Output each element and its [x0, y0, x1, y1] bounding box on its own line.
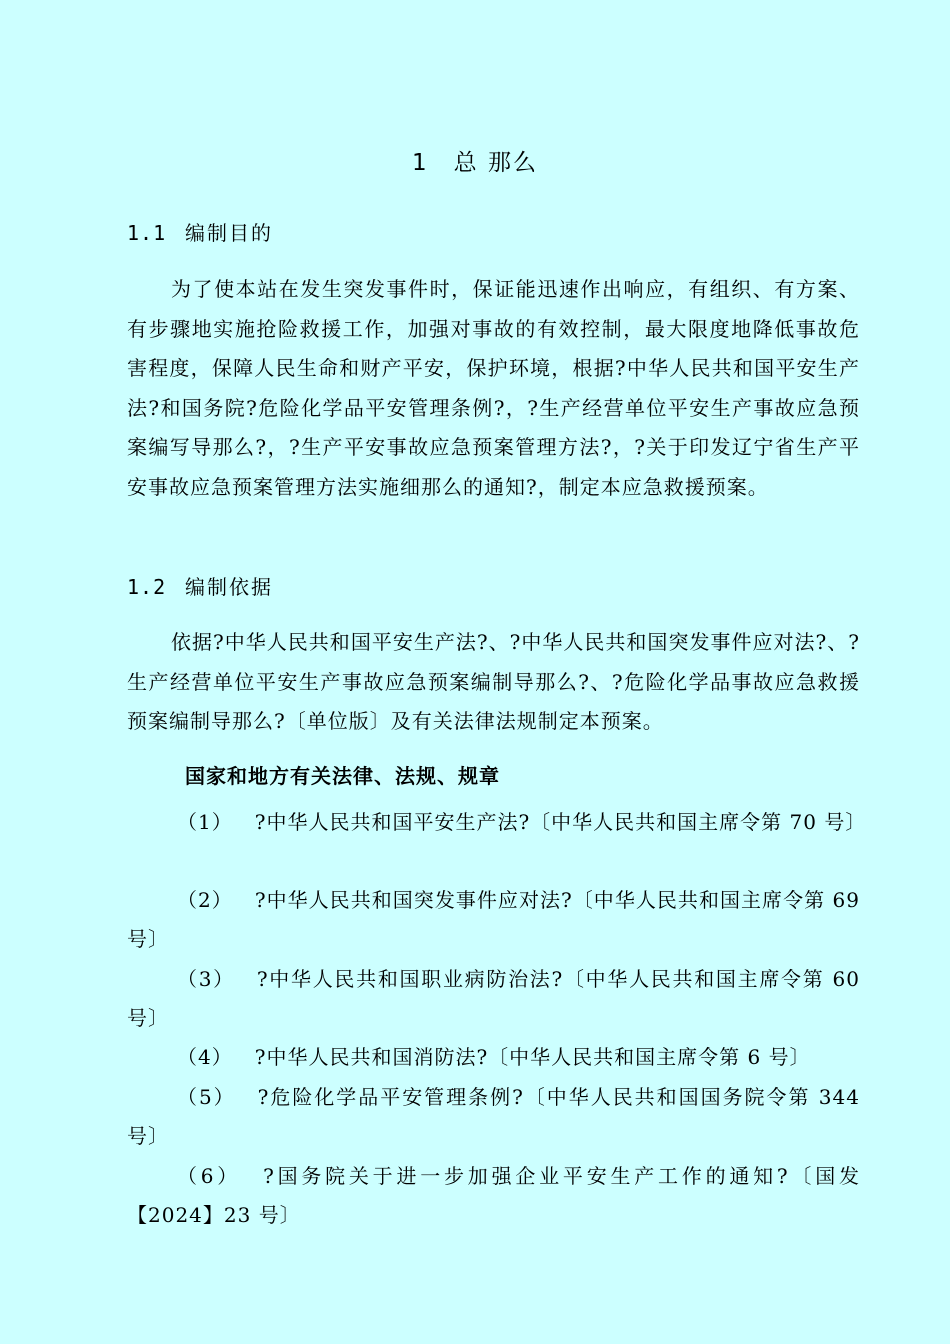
item-text: ?中华人民共和国职业病防治法?〔中华人民共和国主席令第 60 号〕 — [127, 967, 860, 1030]
item-text: ?国务院关于进一步加强企业平安生产工作的通知?〔国发【2024】23 号〕 — [127, 1164, 860, 1227]
item-number: （6） — [177, 1164, 242, 1188]
chapter-title: 1 总 那么 — [412, 150, 538, 176]
list-item — [127, 1157, 860, 1235]
list-item — [127, 1078, 860, 1156]
section-title: 编制依据 — [185, 575, 273, 599]
section-heading-purpose — [127, 217, 273, 246]
item-text: ?中华人民共和国突发事件应对法?〔中华人民共和国主席令第 69 号〕 — [127, 888, 860, 951]
basis-paragraph: 依据?中华人民共和国平安生产法?、?中华人民共和国突发事件应对法?、?生产经营单位平安生产事故应急预案编制导那么?、?危险化学品事故应急救援预案编制导那么?〔单位版〕及有关法律法规制定本预案。 — [127, 630, 860, 733]
item-number: （1） — [177, 810, 233, 834]
list-item — [127, 881, 860, 959]
section-number: 1.2 — [127, 575, 167, 599]
item-text: ?中华人民共和国平安生产法?〔中华人民共和国主席令第 70 号〕 — [254, 810, 867, 834]
item-number: （4） — [177, 1045, 233, 1069]
list-item — [127, 803, 867, 842]
purpose-paragraph: 为了使本站在发生突发事件时，保证能迅速作出响应，有组织、有方案、有步骤地实施抢险救援工作，加强对事故的有效控制，最大限度地降低事故危害程度，保障人民生命和财产平安，保护环境，根据?中华人民共和国平安生产法?和国务院?危险化学品平安管理条例?，?生产经营单位平安生产事故应急预案编写导那么?，?生产平安事故应急预案管理方法?，?关于印发辽宁省生产平安事故应急预案管理方法实施细那么的通知?，制定本应急救援预案。 — [127, 277, 860, 499]
list-item — [127, 1038, 860, 1077]
item-number: （2） — [177, 888, 233, 912]
section-title: 编制目的 — [185, 221, 273, 245]
laws-subheading: 国家和地方有关法律、法规、规章 — [185, 764, 500, 788]
section-number: 1.1 — [127, 221, 167, 245]
item-number: （3） — [177, 967, 235, 991]
section-heading-basis — [127, 571, 273, 600]
item-number: （5） — [177, 1085, 236, 1109]
item-text: ?危险化学品平安管理条例?〔中华人民共和国国务院令第 344 号〕 — [127, 1085, 860, 1148]
list-item — [127, 960, 860, 1038]
item-text: ?中华人民共和国消防法?〔中华人民共和国主席令第 6 号〕 — [254, 1045, 811, 1069]
